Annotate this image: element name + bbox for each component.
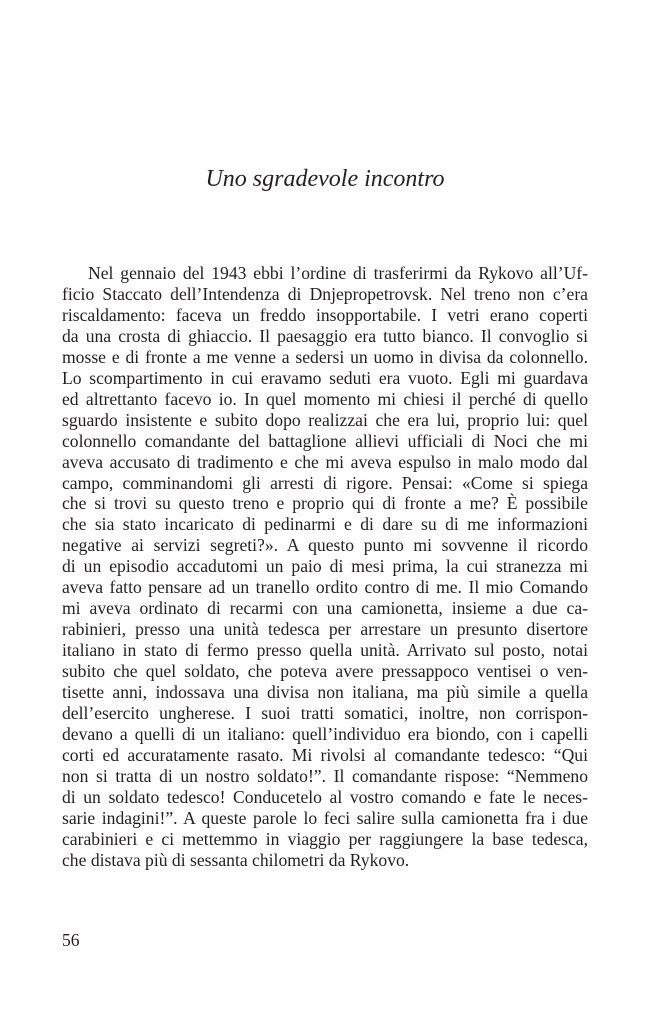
text-line: non si tratta di un nostro soldato!”. Il comandante rispose: “Nemmeno bbox=[62, 765, 588, 786]
text-line: devano a quelli di un italiano: quell’individuo era biondo, con i capelli bbox=[62, 723, 588, 744]
text-line: aveva fatto pensare ad un tranello ordito contro di me. Il mio Comando bbox=[62, 577, 588, 598]
text-line: che sia stato incaricato di pedinarmi e di dare su di me informazioni bbox=[62, 514, 588, 535]
text-line: colonnello comandante del battaglione allievi ufficiali di Noci che mi bbox=[62, 430, 588, 451]
text-line: Lo scompartimento in cui eravamo seduti era vuoto. Egli mi guardava bbox=[62, 367, 588, 388]
text-line: negative ai servizi segreti?». A questo punto mi sovvenne il ricordo bbox=[62, 535, 588, 556]
text-line: di un episodio accadutomi un paio di mesi prima, la cui stranezza mi bbox=[62, 556, 588, 577]
text-line: che si trovi su questo treno e proprio qui di fronte a me? È possibile bbox=[62, 493, 588, 514]
text-line: subito che quel soldato, che poteva avere pressappoco ventisei o ven- bbox=[62, 661, 588, 682]
text-line: ed altrettanto facevo io. In quel momento mi chiesi il perché di quello bbox=[62, 388, 588, 409]
text-line: sguardo insistente e subito dopo realizzai che era lui, proprio lui: quel bbox=[62, 409, 588, 430]
text-line: riscaldamento: faceva un freddo insopportabile. I vetri erano coperti bbox=[62, 304, 588, 325]
page-number: 56 bbox=[62, 930, 80, 950]
text-line: di un soldato tedesco! Conducetelo al vostro comando e fate le neces- bbox=[62, 786, 588, 807]
chapter-title: Uno sgradevole incontro bbox=[205, 166, 445, 192]
text-line: che distava più di sessanta chilometri da Rykovo. bbox=[62, 849, 410, 870]
text-line: rabinieri, presso una unità tedesca per arrestare un presunto disertore bbox=[62, 619, 588, 640]
text-line: campo, comminandomi gli arresti di rigore. Pensai: «Come si spiega bbox=[62, 472, 588, 493]
text-line: sarie indagini!”. A queste parole lo feci salire sulla camionetta fra i due bbox=[62, 807, 588, 828]
text-line: da una crosta di ghiaccio. Il paesaggio era tutto bianco. Il convoglio si bbox=[62, 325, 588, 346]
text-line: ficio Staccato dell’Intendenza di Dnjepropetrovsk. Nel treno non c’era bbox=[62, 283, 588, 304]
text-line: mosse e di fronte a me venne a sedersi un uomo in divisa da colonnello. bbox=[62, 346, 588, 367]
text-line: italiano in stato di fermo presso quella unità. Arrivato sul posto, notai bbox=[62, 640, 588, 661]
text-line: Nel gennaio del 1943 ebbi l’ordine di trasferirmi da Rykovo all’Uf- bbox=[88, 263, 588, 283]
text-line: tisette anni, indossava una divisa non italiana, ma più simile a quella bbox=[62, 682, 588, 703]
body-text bbox=[62, 263, 588, 871]
text-line: corti ed accuratamente rasato. Mi rivolsi al comandante tedesco: “Qui bbox=[62, 744, 588, 765]
text-line: carabinieri e ci mettemmo in viaggio per raggiungere la base tedesca, bbox=[62, 828, 588, 849]
text-line: aveva accusato di tradimento e che mi aveva espulso in malo modo dal bbox=[62, 451, 588, 472]
text-line: mi aveva ordinato di recarmi con una camionetta, insieme a due ca- bbox=[62, 598, 588, 619]
text-line: dell’esercito ungherese. I suoi tratti somatici, inoltre, non corrispon- bbox=[62, 703, 588, 724]
